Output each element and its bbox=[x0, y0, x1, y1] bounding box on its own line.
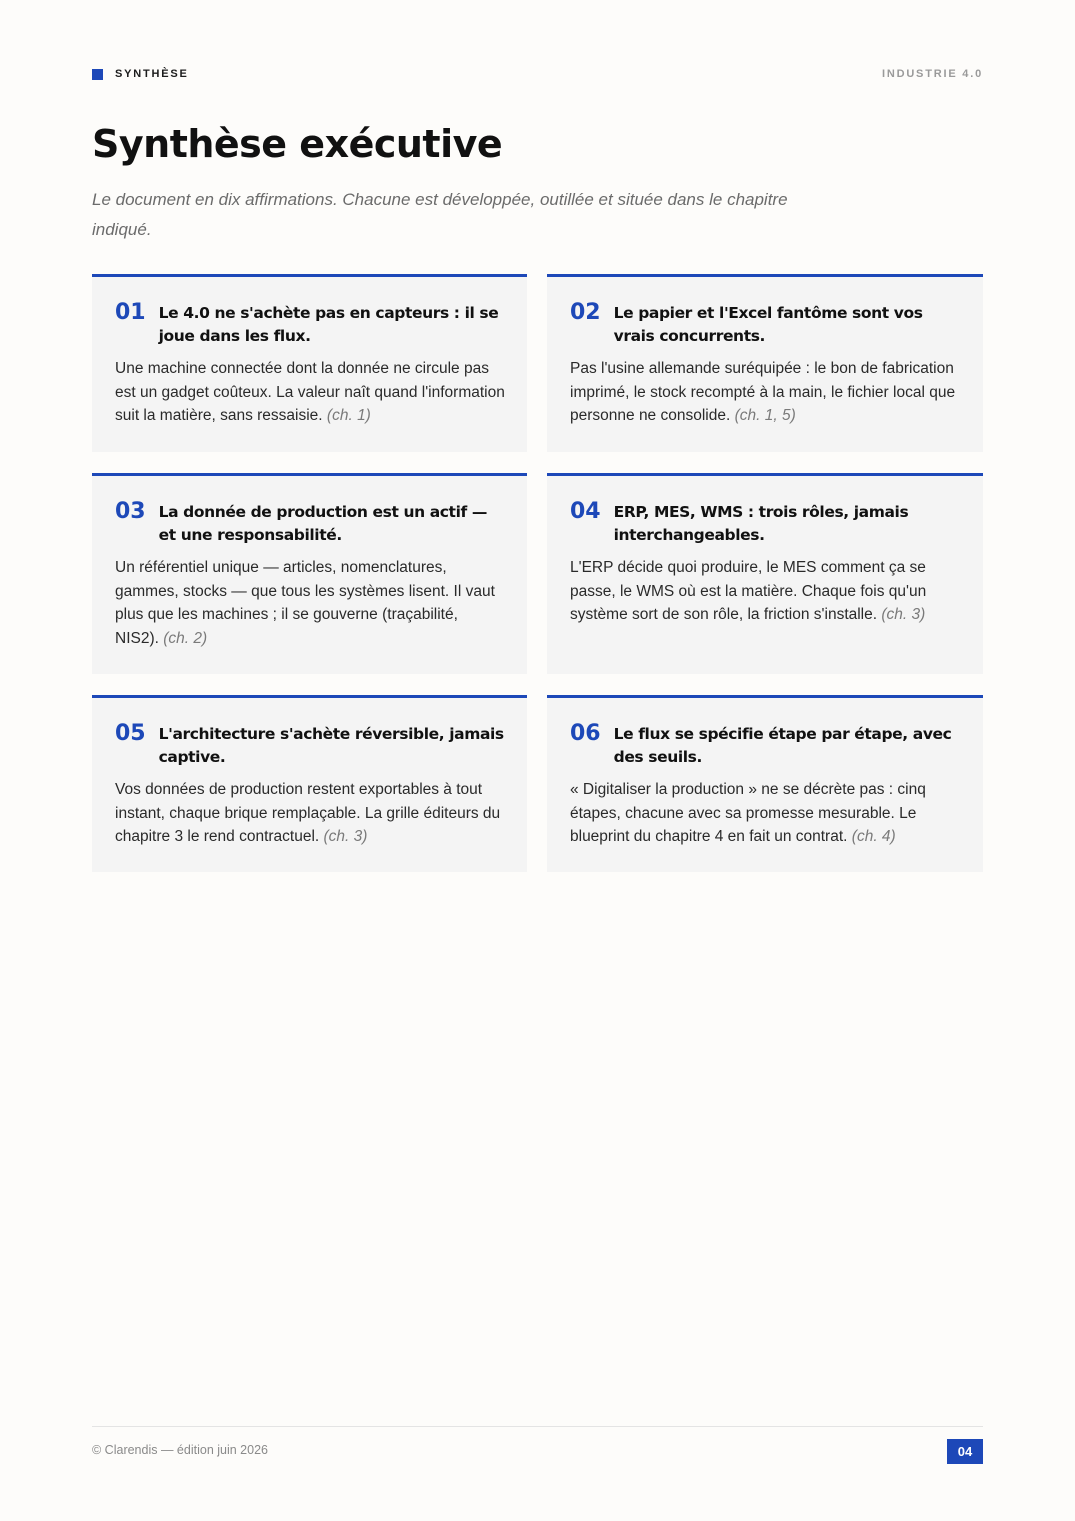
statement-body: « Digitaliser la production » ne se décrète pas : cinq étapes, chacune avec sa promesse mesurable. Le blueprint du chapitre 4 en fait un contrat. (ch. 4) bbox=[570, 781, 926, 845]
statement-title: Le 4.0 ne s'achète pas en capteurs : il se joue dans les flux. bbox=[158, 304, 499, 345]
chapter-reference: (ch. 3) bbox=[881, 606, 926, 623]
chapter-reference: (ch. 1) bbox=[326, 407, 371, 424]
statement-body: Une machine connectée dont la donnée ne circule pas est un gadget coûteux. La valeur naît quand l'information suit la matière, sans ressaisie. (ch. 1) bbox=[115, 360, 505, 424]
statement-number: 06 bbox=[570, 721, 601, 746]
footer-divider bbox=[92, 1426, 983, 1427]
chapter-reference: (ch. 2) bbox=[163, 629, 208, 647]
statement-body: Un référentiel unique — articles, nomenclatures, gammes, stocks — que tous les systèmes lisent. Il vaut plus que les machines ; il se gouverne (traçabilité, NIS2). (ch. 2) bbox=[115, 559, 495, 647]
statement-number: 03 bbox=[115, 499, 146, 524]
statements-grid bbox=[92, 274, 983, 872]
statement-body: L'ERP décide quoi produire, le MES comment ça se passe, le WMS où est la matière. Chaque fois qu'un système sort de son rôle, la friction s'installe. (ch. 3) bbox=[570, 559, 927, 623]
statement-card bbox=[547, 274, 983, 452]
square-bullet-icon bbox=[92, 69, 103, 80]
chapter-reference: (ch. 4) bbox=[851, 828, 896, 845]
page-number-badge: 04 bbox=[947, 1439, 983, 1464]
statement-body: Pas l'usine allemande suréquipée : le bon de fabrication imprimé, le stock recompté à la main, le fichier local que personne ne consolide. (ch. 1, 5) bbox=[570, 360, 956, 424]
page-header bbox=[92, 66, 983, 82]
page-title: Synthèse exécutive bbox=[92, 122, 503, 166]
statement-number: 05 bbox=[115, 721, 146, 746]
chapter-reference: (ch. 1, 5) bbox=[734, 407, 796, 424]
statement-body: Vos données de production restent exportables à tout instant, chaque brique remplaçable. La grille éditeurs du chapitre 3 le rend contractuel. (ch. 3) bbox=[115, 781, 501, 845]
statement-card bbox=[92, 473, 527, 674]
statement-number: 01 bbox=[115, 300, 146, 325]
chapter-reference: (ch. 3) bbox=[323, 828, 368, 845]
page-subtitle: Le document en dix affirmations. Chacune est développée, outillée et située dans le chapitre indiqué. bbox=[92, 190, 788, 239]
statement-title: Le flux se spécifie étape par étape, avec des seuils. bbox=[613, 725, 952, 766]
statement-title: La donnée de production est un actif — et une responsabilité. bbox=[158, 503, 487, 544]
statement-card bbox=[92, 274, 527, 452]
statement-card bbox=[547, 473, 983, 674]
statement-number: 04 bbox=[570, 499, 601, 524]
statement-title: L'architecture s'achète réversible, jamais captive. bbox=[158, 725, 504, 766]
section-label: SYNTHÈSE bbox=[115, 68, 189, 80]
footer-copyright: © Clarendis — édition juin 2026 bbox=[92, 1443, 268, 1457]
document-brand: INDUSTRIE 4.0 bbox=[881, 68, 983, 80]
statement-title: ERP, MES, WMS : trois rôles, jamais interchangeables. bbox=[613, 503, 909, 544]
statement-card bbox=[547, 695, 983, 872]
statement-title: Le papier et l'Excel fantôme sont vos vrais concurrents. bbox=[613, 304, 923, 345]
section-marker bbox=[92, 68, 189, 80]
statement-card bbox=[92, 695, 527, 872]
statement-number: 02 bbox=[570, 300, 601, 325]
